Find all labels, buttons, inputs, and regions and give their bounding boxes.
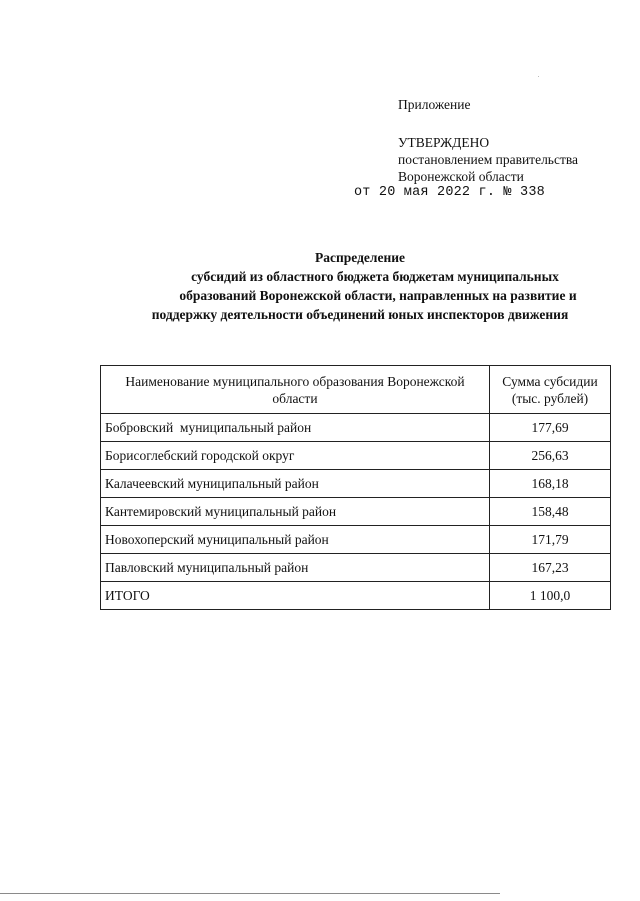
scan-speck: [538, 76, 539, 77]
table-row: [101, 526, 611, 554]
scan-bottom-rule: [0, 893, 500, 894]
subsidies-table: [100, 365, 611, 610]
annex-label: Приложение: [398, 97, 471, 112]
table-row: [101, 498, 611, 526]
table-row: [101, 470, 611, 498]
subsidy-sum: 168,18: [490, 470, 611, 498]
table-row: [101, 442, 611, 470]
approved-by-line-1: постановлением правительства: [398, 152, 579, 167]
subsidy-sum: 171,79: [490, 526, 611, 554]
approval-block: [398, 96, 628, 185]
total-sum: 1 100,0: [490, 582, 611, 610]
title-line-4: поддержку деятельности объединений юных инспекторов движения: [151, 307, 569, 322]
title-line-1: Распределение: [314, 250, 406, 265]
municipality-name: Кантемировский муниципальный район: [101, 498, 490, 526]
table-header-row: [101, 366, 611, 414]
document-title: [110, 248, 610, 324]
table-row: [101, 414, 611, 442]
municipality-name: Бобровский муниципальный район: [101, 414, 490, 442]
subsidy-sum: 158,48: [490, 498, 611, 526]
table-row: [101, 554, 611, 582]
municipality-name: Борисоглебский городской округ: [101, 442, 490, 470]
subsidy-sum: 177,69: [490, 414, 611, 442]
subsidy-sum: 256,63: [490, 442, 611, 470]
table-total-row: [101, 582, 611, 610]
approved-by-line-2: Воронежской области: [398, 169, 524, 184]
approved-label: УТВЕРЖДЕНО: [398, 135, 490, 150]
subsidy-sum: 167,23: [490, 554, 611, 582]
total-label: ИТОГО: [101, 582, 490, 610]
municipality-name: Павловский муниципальный район: [101, 554, 490, 582]
header-subsidy-sum: Сумма субсидии (тыс. рублей): [490, 366, 611, 414]
header-municipality: Наименование муниципального образования Воронежской области: [101, 366, 490, 414]
decree-date-number: от 20 мая 2022 г. № 338: [354, 185, 545, 200]
title-line-2: субсидий из областного бюджета бюджетам муниципальных: [191, 269, 559, 284]
title-line-3: образований Воронежской области, направленных на развитие и: [179, 288, 577, 303]
municipality-name: Новохоперский муниципальный район: [101, 526, 490, 554]
municipality-name: Калачеевский муниципальный район: [101, 470, 490, 498]
